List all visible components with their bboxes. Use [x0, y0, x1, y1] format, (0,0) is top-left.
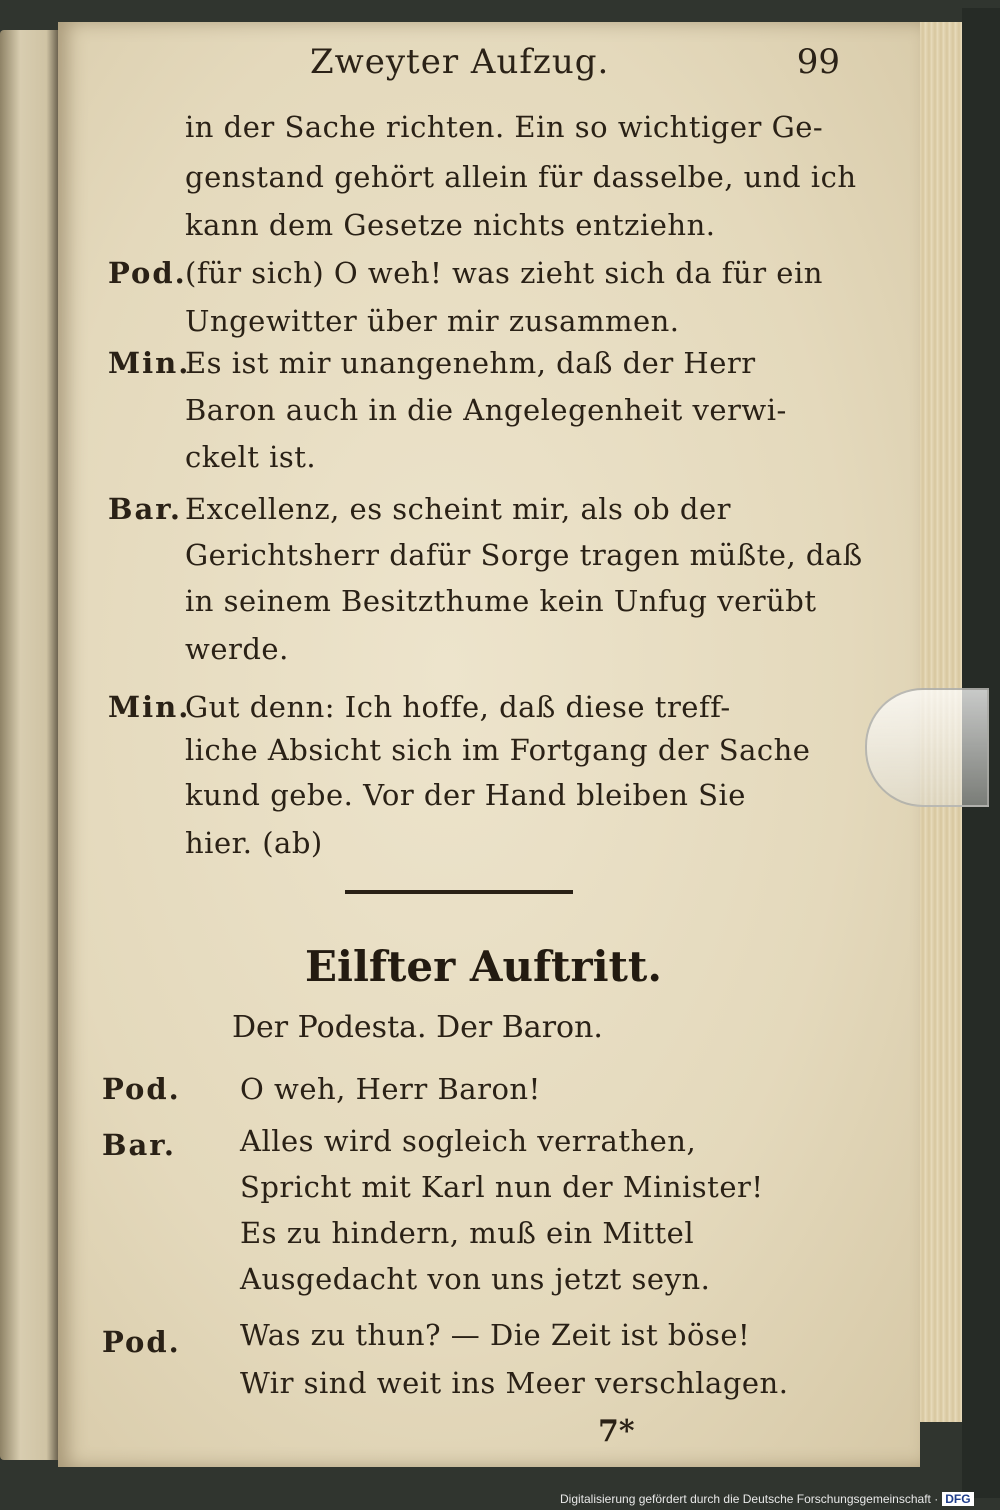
footer-credit-text: Digitalisierung gefördert durch die Deutsche Forschungsgemeinschaft ·: [560, 1492, 939, 1506]
text-line: werde.: [185, 632, 289, 666]
verse-line: Spricht mit Karl nun der Minister!: [240, 1170, 764, 1204]
text-line: ckelt ist.: [185, 440, 317, 474]
verse-line: Alles wird sogleich verrathen,: [240, 1124, 697, 1158]
verse-line: Ausgedacht von uns jetzt seyn.: [240, 1262, 711, 1296]
section-rule: [345, 890, 573, 894]
text-line: (für sich) O weh! was zieht sich da für ein: [185, 256, 823, 290]
page-number: 99: [796, 42, 840, 82]
footer-credit: [560, 1492, 974, 1506]
text-line: Es ist mir unangenehm, daß der Herr: [185, 346, 756, 380]
text-line: Gerichtsherr dafür Sorge tragen müßte, daß: [185, 538, 863, 572]
text-line: Baron auch in die Angelegenheit verwi-: [185, 393, 787, 427]
scene-personae: Der Podesta. Der Baron.: [232, 1010, 603, 1045]
page-clip-tab: [865, 688, 989, 807]
text-line: kund gebe. Vor der Hand bleiben Sie: [185, 778, 746, 812]
speaker-label: Bar.: [108, 492, 183, 526]
speaker-label: Min.: [108, 346, 191, 380]
text-line: hier. (ab): [185, 826, 323, 860]
verse-line: Es zu hindern, muß ein Mittel: [240, 1216, 695, 1250]
page-header: [300, 42, 840, 92]
facing-page-edge: [0, 30, 58, 1460]
speaker-label: Min.: [108, 690, 191, 724]
verse-line: O weh, Herr Baron!: [240, 1072, 541, 1106]
text-line: in seinem Besitzthume kein Unfug verübt: [185, 584, 817, 618]
speaker-label: Pod.: [108, 256, 187, 290]
text-line: liche Absicht sich im Fortgang der Sache: [185, 733, 811, 767]
text-line: Ungewitter über mir zusammen.: [185, 304, 680, 338]
text-line: genstand gehört allein für dasselbe, und ich: [185, 160, 857, 194]
speaker-label: Pod.: [102, 1072, 181, 1106]
speaker-label: Bar.: [102, 1128, 177, 1162]
dfg-logo: DFG: [942, 1492, 973, 1506]
text-line: kann dem Gesetze nichts entziehn.: [185, 208, 716, 242]
text-line: Excellenz, es scheint mir, als ob der: [185, 492, 731, 526]
speaker-label: Pod.: [102, 1325, 181, 1359]
signature-mark: 7*: [598, 1414, 635, 1449]
scene-title: Eilfter Auftritt.: [305, 942, 662, 991]
text-line: in der Sache richten. Ein so wichtiger Ge-: [185, 110, 824, 144]
text-line: Gut denn: Ich hoffe, daß diese treff-: [185, 690, 731, 724]
verse-line: Was zu thun? — Die Zeit ist böse!: [240, 1318, 751, 1352]
running-head: Zweyter Aufzug.: [310, 42, 610, 82]
verse-line: Wir sind weit ins Meer verschlagen.: [240, 1366, 789, 1400]
